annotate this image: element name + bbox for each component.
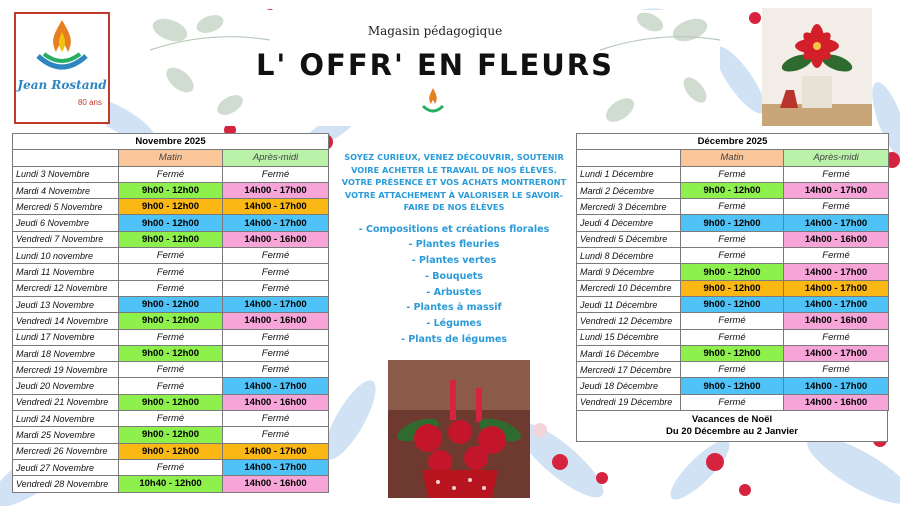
schedule-row xyxy=(13,459,329,475)
morning-hours-cell: 9h00 - 12h00 xyxy=(119,443,223,459)
day-cell: Lundi 24 Novembre xyxy=(13,411,119,427)
december-month-title: Décembre 2025 xyxy=(577,134,889,150)
schedule-row xyxy=(577,296,889,312)
schedule-row xyxy=(577,394,889,410)
afternoon-hours-cell: Fermé xyxy=(223,362,329,378)
product-item: - Plantes à massif xyxy=(406,302,502,314)
day-cell: Lundi 8 Décembre xyxy=(577,248,681,264)
invitation-text: SOYEZ CURIEUX, VENEZ DÉCOUVRIR, SOUTENIR VOIRE ACHETER LE TRAVAIL DE NOS ÉLÈVES. VOTRE PRÉSENCE ET VOS ACHATS MONTRERONT VOTRE ATTACHEMENT À VALORISER LE SAVOIR-FAIRE DE NOS ÉLÈVES xyxy=(341,152,567,212)
schedule-row xyxy=(577,378,889,394)
schedule-row xyxy=(577,329,889,345)
day-cell: Jeudi 6 Novembre xyxy=(13,215,119,231)
day-cell: Vendredi 28 Novembre xyxy=(13,476,119,492)
banner-subtitle: Magasin pédagogique xyxy=(367,24,503,38)
afternoon-hours-cell: Fermé xyxy=(223,248,329,264)
morning-hours-cell: Fermé xyxy=(119,329,223,345)
morning-hours-cell: Fermé xyxy=(119,459,223,475)
title-banner xyxy=(150,10,720,126)
day-cell: Vendredi 5 Décembre xyxy=(577,231,681,247)
morning-hours-cell: 9h00 - 12h00 xyxy=(119,427,223,443)
day-cell: Vendredi 19 Décembre xyxy=(577,394,681,410)
afternoon-hours-cell: 14h00 - 17h00 xyxy=(784,215,889,231)
product-item: - Plantes fleuries xyxy=(408,239,500,251)
morning-hours-cell: Fermé xyxy=(119,362,223,378)
day-cell: Jeudi 11 Décembre xyxy=(577,296,681,312)
schedule-row xyxy=(13,199,329,215)
morning-hours-cell: 9h00 - 12h00 xyxy=(119,215,223,231)
day-cell: Jeudi 4 Décembre xyxy=(577,215,681,231)
day-cell: Lundi 10 novembre xyxy=(13,248,119,264)
morning-hours-cell: 9h00 - 12h00 xyxy=(119,345,223,361)
morning-hours-cell: Fermé xyxy=(119,166,223,182)
morning-hours-cell: 9h00 - 12h00 xyxy=(681,215,784,231)
morning-column-header: Matin xyxy=(681,150,784,166)
morning-hours-cell: 9h00 - 12h00 xyxy=(681,378,784,394)
school-logo xyxy=(14,12,110,124)
afternoon-hours-cell: 14h00 - 16h00 xyxy=(223,231,329,247)
day-cell: Mardi 18 Novembre xyxy=(13,345,119,361)
morning-hours-cell: 9h00 - 12h00 xyxy=(681,264,784,280)
morning-hours-cell: 9h00 - 12h00 xyxy=(681,182,784,198)
morning-hours-cell: 9h00 - 12h00 xyxy=(119,313,223,329)
day-cell: Mercredi 26 Novembre xyxy=(13,443,119,459)
morning-hours-cell: Fermé xyxy=(681,313,784,329)
day-cell: Mardi 25 Novembre xyxy=(13,427,119,443)
schedule-row xyxy=(577,166,889,182)
mini-school-logo-icon xyxy=(415,86,451,122)
day-cell: Mardi 11 Novembre xyxy=(13,264,119,280)
day-cell: Mardi 2 Décembre xyxy=(577,182,681,198)
product-item: - Plantes vertes xyxy=(411,255,497,267)
day-cell: Mardi 16 Décembre xyxy=(577,345,681,361)
schedule-row xyxy=(577,199,889,215)
afternoon-hours-cell: Fermé xyxy=(223,264,329,280)
schedule-row xyxy=(13,215,329,231)
christmas-bouquet-photo xyxy=(388,360,530,498)
products-list xyxy=(336,222,572,348)
schedule-row xyxy=(13,313,329,329)
afternoon-hours-cell: 14h00 - 16h00 xyxy=(223,394,329,410)
schedule-row xyxy=(13,264,329,280)
holiday-title: Vacances de Noël xyxy=(691,414,773,426)
morning-hours-cell: 9h00 - 12h00 xyxy=(119,296,223,312)
day-cell: Mercredi 10 Décembre xyxy=(577,280,681,296)
morning-hours-cell: 9h00 - 12h00 xyxy=(119,182,223,198)
afternoon-hours-cell: Fermé xyxy=(223,427,329,443)
day-cell: Mercredi 5 Novembre xyxy=(13,199,119,215)
product-item: - Arbustes xyxy=(426,286,482,298)
afternoon-hours-cell: 14h00 - 17h00 xyxy=(223,443,329,459)
day-cell: Lundi 3 Novembre xyxy=(13,166,119,182)
afternoon-hours-cell: 14h00 - 17h00 xyxy=(223,215,329,231)
afternoon-hours-cell: Fermé xyxy=(223,329,329,345)
day-cell: Mardi 4 Novembre xyxy=(13,182,119,198)
morning-hours-cell: 9h00 - 12h00 xyxy=(119,231,223,247)
morning-hours-cell: Fermé xyxy=(681,231,784,247)
morning-hours-cell: 9h00 - 12h00 xyxy=(681,280,784,296)
day-cell: Vendredi 14 Novembre xyxy=(13,313,119,329)
morning-hours-cell: Fermé xyxy=(681,394,784,410)
schedule-row xyxy=(577,313,889,329)
day-cell: Lundi 1 Décembre xyxy=(577,166,681,182)
afternoon-column-header: Après-midi xyxy=(223,150,329,166)
schedule-row xyxy=(13,248,329,264)
schedule-row xyxy=(577,248,889,264)
header-empty-cell xyxy=(13,150,119,166)
schedule-row xyxy=(13,411,329,427)
afternoon-hours-cell: 14h00 - 16h00 xyxy=(784,231,889,247)
afternoon-hours-cell: 14h00 - 17h00 xyxy=(223,459,329,475)
afternoon-hours-cell: Fermé xyxy=(784,166,889,182)
schedule-row xyxy=(13,476,329,492)
schedule-row xyxy=(577,215,889,231)
afternoon-hours-cell: 14h00 - 17h00 xyxy=(784,280,889,296)
december-schedule xyxy=(576,133,888,442)
schedule-row xyxy=(13,345,329,361)
afternoon-hours-cell: 14h00 - 16h00 xyxy=(784,394,889,410)
schedule-row xyxy=(13,280,329,296)
afternoon-hours-cell: 14h00 - 16h00 xyxy=(784,313,889,329)
morning-hours-cell: 9h00 - 12h00 xyxy=(681,296,784,312)
afternoon-hours-cell: Fermé xyxy=(784,329,889,345)
product-item: - Légumes xyxy=(426,318,482,330)
logo-text: Jean Rostand xyxy=(17,78,107,92)
schedule-row xyxy=(577,345,889,361)
poinsettia-photo xyxy=(762,8,872,126)
morning-hours-cell: Fermé xyxy=(119,248,223,264)
product-item: - Compositions et créations florales xyxy=(358,223,550,235)
morning-hours-cell: Fermé xyxy=(681,362,784,378)
afternoon-hours-cell: 14h00 - 17h00 xyxy=(784,378,889,394)
afternoon-hours-cell: Fermé xyxy=(223,166,329,182)
day-cell: Mercredi 17 Décembre xyxy=(577,362,681,378)
day-cell: Mercredi 3 Décembre xyxy=(577,199,681,215)
holiday-notice xyxy=(576,411,888,442)
day-cell: Jeudi 20 Novembre xyxy=(13,378,119,394)
afternoon-hours-cell: 14h00 - 17h00 xyxy=(223,199,329,215)
morning-hours-cell: Fermé xyxy=(119,411,223,427)
day-cell: Jeudi 13 Novembre xyxy=(13,296,119,312)
schedule-row xyxy=(577,231,889,247)
afternoon-hours-cell: Fermé xyxy=(223,411,329,427)
schedule-row xyxy=(13,182,329,198)
afternoon-hours-cell: 14h00 - 17h00 xyxy=(223,378,329,394)
page-title: L' OFFR' EN FLEURS xyxy=(255,48,615,82)
morning-hours-cell: Fermé xyxy=(681,199,784,215)
afternoon-hours-cell: Fermé xyxy=(784,248,889,264)
morning-hours-cell: Fermé xyxy=(119,280,223,296)
schedule-row xyxy=(13,166,329,182)
morning-hours-cell: Fermé xyxy=(681,248,784,264)
morning-hours-cell: Fermé xyxy=(681,329,784,345)
afternoon-hours-cell: 14h00 - 17h00 xyxy=(784,264,889,280)
afternoon-hours-cell: Fermé xyxy=(784,199,889,215)
flame-logo-icon xyxy=(16,14,108,84)
schedule-row xyxy=(577,280,889,296)
afternoon-hours-cell: 14h00 - 17h00 xyxy=(784,296,889,312)
schedule-row xyxy=(13,362,329,378)
morning-hours-cell: 10h40 - 12h00 xyxy=(119,476,223,492)
day-cell: Jeudi 18 Décembre xyxy=(577,378,681,394)
afternoon-column-header: Après-midi xyxy=(784,150,889,166)
product-item: - Plants de légumes xyxy=(401,334,507,346)
header-empty-cell xyxy=(577,150,681,166)
schedule-row xyxy=(577,264,889,280)
afternoon-hours-cell: 14h00 - 17h00 xyxy=(223,182,329,198)
day-cell: Lundi 15 Décembre xyxy=(577,329,681,345)
schedule-row xyxy=(13,296,329,312)
schedule-row xyxy=(577,362,889,378)
afternoon-hours-cell: Fermé xyxy=(223,280,329,296)
afternoon-hours-cell: 14h00 - 16h00 xyxy=(223,476,329,492)
schedule-row xyxy=(13,427,329,443)
morning-hours-cell: 9h00 - 12h00 xyxy=(119,394,223,410)
day-cell: Jeudi 27 Novembre xyxy=(13,459,119,475)
info-panel xyxy=(336,151,572,348)
schedule-row xyxy=(13,443,329,459)
morning-hours-cell: Fermé xyxy=(119,378,223,394)
afternoon-hours-cell: Fermé xyxy=(784,362,889,378)
afternoon-hours-cell: 14h00 - 17h00 xyxy=(784,345,889,361)
product-item: - Bouquets xyxy=(425,270,483,282)
afternoon-hours-cell: 14h00 - 17h00 xyxy=(223,296,329,312)
day-cell: Vendredi 7 Novembre xyxy=(13,231,119,247)
day-cell: Mardi 9 Décembre xyxy=(577,264,681,280)
schedule-row xyxy=(13,329,329,345)
day-cell: Lundi 17 Novembre xyxy=(13,329,119,345)
schedule-row xyxy=(13,394,329,410)
logo-anniversary: 80 ans xyxy=(77,98,102,107)
afternoon-hours-cell: Fermé xyxy=(223,345,329,361)
day-cell: Mercredi 12 Novembre xyxy=(13,280,119,296)
november-month-title: Novembre 2025 xyxy=(13,134,329,150)
november-schedule xyxy=(12,133,328,493)
afternoon-hours-cell: 14h00 - 16h00 xyxy=(223,313,329,329)
afternoon-hours-cell: 14h00 - 17h00 xyxy=(784,182,889,198)
morning-hours-cell: Fermé xyxy=(119,264,223,280)
schedule-row xyxy=(577,182,889,198)
day-cell: Vendredi 21 Novembre xyxy=(13,394,119,410)
holiday-dates: Du 20 Décembre au 2 Janvier xyxy=(665,426,798,438)
morning-hours-cell: 9h00 - 12h00 xyxy=(119,199,223,215)
schedule-row xyxy=(13,231,329,247)
schedule-row xyxy=(13,378,329,394)
morning-hours-cell: Fermé xyxy=(681,166,784,182)
day-cell: Vendredi 12 Décembre xyxy=(577,313,681,329)
morning-hours-cell: 9h00 - 12h00 xyxy=(681,345,784,361)
morning-column-header: Matin xyxy=(119,150,223,166)
day-cell: Mercredi 19 Novembre xyxy=(13,362,119,378)
